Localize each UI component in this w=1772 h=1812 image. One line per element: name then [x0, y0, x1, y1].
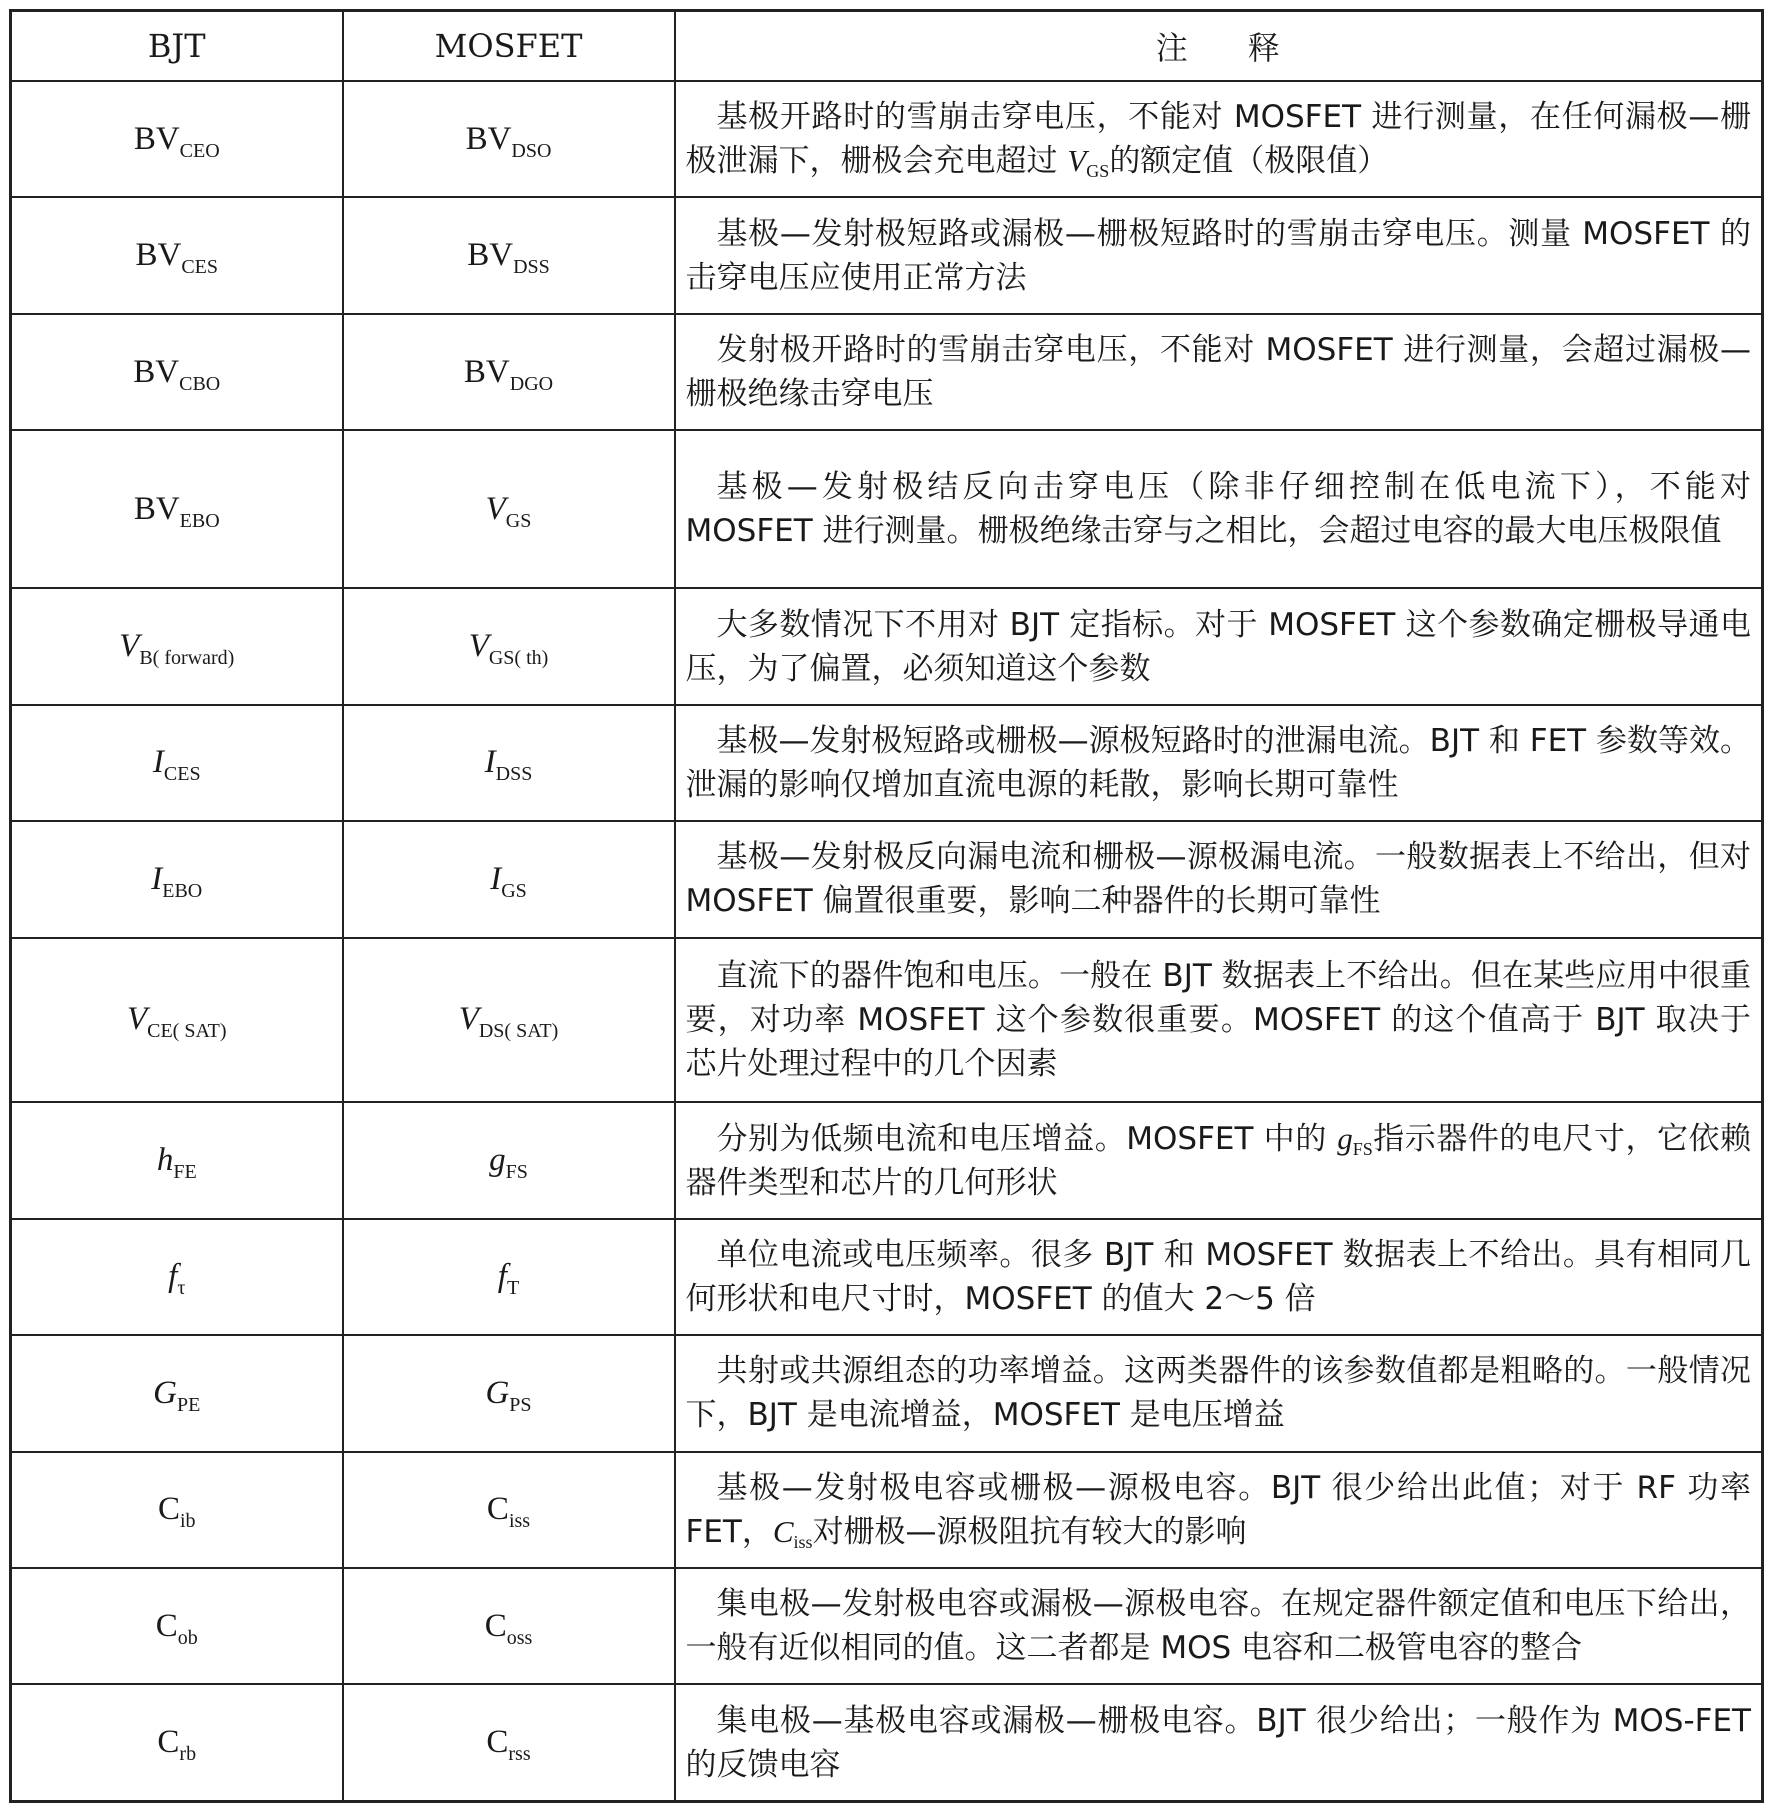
table-header-row	[11, 11, 1763, 82]
symbol-main: BV	[463, 353, 510, 390]
symbol-main: h	[156, 1142, 174, 1179]
symbol-subscript: ob	[177, 1626, 198, 1649]
note-text: 基极—发射极电容或栅极—源极电容。BJT 很少给出此值；对于 RF 功率 FET，	[685, 1469, 1751, 1550]
note-cell	[675, 705, 1763, 821]
symbol-main: V	[126, 1001, 148, 1038]
symbol-subscript: T	[506, 1277, 520, 1300]
bjt-parameter-cell	[11, 1102, 343, 1218]
symbol-subscript: GS( th)	[488, 647, 549, 670]
bjt-parameter-cell	[11, 1452, 343, 1568]
bjt-parameter-cell	[11, 430, 343, 588]
bjt-parameter-cell	[11, 1219, 343, 1335]
symbol-subscript: GS	[505, 509, 532, 532]
note-text: 发射极开路时的雪崩击穿电压，不能对 MOSFET 进行测量，会超过漏极—栅极绝缘击穿电压	[685, 332, 1751, 413]
symbol-main: G	[153, 1374, 177, 1411]
bjt-parameter-cell	[11, 938, 343, 1103]
symbol-subscript: FS	[505, 1161, 528, 1184]
note-cell	[675, 430, 1763, 588]
table-row	[11, 705, 1763, 821]
symbol-main: C	[157, 1491, 180, 1528]
symbol-main: I	[152, 744, 164, 781]
note-text: 基极—发射极短路或栅极—源极短路时的泄漏电流。BJT 和 FET 参数等效。泄漏的影响仅增加直流电源的耗散，影响长期可靠性	[685, 722, 1751, 803]
symbol-main: C	[484, 1607, 507, 1644]
symbol-subscript: EBO	[162, 879, 203, 902]
note-cell	[675, 314, 1763, 430]
header-bjt: BJT	[11, 11, 343, 82]
note-cell	[675, 1452, 1763, 1568]
symbol-subscript: DSO	[511, 139, 552, 162]
note-cell	[675, 588, 1763, 704]
symbol-subscript: τ	[177, 1277, 186, 1300]
symbol-subscript: iss	[508, 1510, 531, 1533]
mosfet-parameter-cell	[343, 314, 675, 430]
symbol-subscript: CES	[181, 256, 219, 279]
table-row	[11, 1568, 1763, 1684]
table-row	[11, 938, 1763, 1103]
symbol-main: BV	[467, 237, 514, 274]
symbol-main: f	[497, 1258, 507, 1295]
bjt-parameter-cell	[11, 588, 343, 704]
table-row	[11, 1452, 1763, 1568]
symbol-main: C	[155, 1607, 178, 1644]
symbol-main: BV	[133, 120, 180, 157]
document-page	[9, 9, 1761, 1803]
note-cell	[675, 81, 1763, 197]
note-text: 基极开路时的雪崩击穿电压，不能对 MOSFET 进行测量，在任何漏极—栅极泄漏下，栅极会充电超过	[685, 99, 1751, 180]
symbol-main: V	[485, 490, 506, 527]
table-row	[11, 430, 1763, 588]
note-text: 对栅极—源极阻抗有较大的影响	[812, 1513, 1247, 1550]
symbol-main: BV	[135, 237, 182, 274]
symbol-main: C	[486, 1724, 509, 1761]
symbol-subscript: CES	[163, 763, 201, 786]
bjt-parameter-cell	[11, 1568, 343, 1684]
symbol-subscript: rb	[179, 1743, 197, 1766]
bjt-parameter-cell	[11, 821, 343, 937]
symbol-subscript: DSS	[513, 256, 550, 279]
symbol-main: g	[489, 1142, 506, 1179]
table-row	[11, 1102, 1763, 1218]
mosfet-parameter-cell	[343, 1568, 675, 1684]
table-row	[11, 1335, 1763, 1451]
note-text: 基极—发射极结反向击穿电压（除非仔细控制在低电流下），不能对 MOSFET 进行测量。栅极绝缘击穿与之相比，会超过电容的最大电压极限值	[685, 469, 1751, 550]
note-text: 集电极—基极电容或漏极—栅极电容。BJT 很少给出；一般作为 MOS-FET 的反馈电容	[685, 1702, 1751, 1783]
note-text: 共射或共源组态的功率增益。这两类器件的该参数值都是粗略的。一般情况下，BJT 是电流增益，MOSFET 是电压增益	[685, 1353, 1751, 1434]
mosfet-parameter-cell	[343, 1452, 675, 1568]
bjt-parameter-cell	[11, 1335, 343, 1451]
symbol-main: C	[157, 1724, 180, 1761]
table-row	[11, 314, 1763, 430]
note-cell	[675, 938, 1763, 1103]
note-cell	[675, 1684, 1763, 1801]
note-text: 分别为低频电流和电压增益。MOSFET 中的	[716, 1120, 1338, 1157]
note-text: 大多数情况下不用对 BJT 定指标。对于 MOSFET 这个参数确定栅极导通电压，为了偏置，必须知道这个参数	[685, 606, 1751, 687]
symbol-main: G	[485, 1374, 510, 1411]
symbol-subscript: CE( SAT)	[147, 1020, 227, 1043]
symbol-subscript: PE	[177, 1393, 201, 1416]
table-row	[11, 1219, 1763, 1335]
symbol-subscript: EBO	[179, 509, 220, 532]
note-inline-symbol: $V_{GS}$	[1067, 143, 1110, 182]
note-text: 集电极—发射极电容或漏极—源极电容。在规定器件额定值和电压下给出，一般有近似相同的值。这二者都是 MOS 电容和二极管电容的整合	[685, 1586, 1751, 1667]
symbol-main: BV	[133, 490, 180, 527]
mosfet-parameter-cell	[343, 1219, 675, 1335]
note-cell	[675, 197, 1763, 313]
mosfet-parameter-cell	[343, 821, 675, 937]
note-text: 指示器件的电尺寸，它依赖器件类型和芯片的几何形状	[685, 1120, 1752, 1201]
symbol-main: V	[119, 628, 140, 665]
note-text: 的额定值（极限值）	[1109, 143, 1389, 180]
symbol-main: V	[458, 1001, 479, 1038]
symbol-subscript: B( forward)	[139, 647, 235, 670]
note-text: 单位电流或电压频率。很多 BJT 和 MOSFET 数据表上不给出。具有相同几何形状和电尺寸时，MOSFET 的值大 2～5 倍	[685, 1236, 1751, 1317]
symbol-main: BV	[133, 353, 180, 390]
bjt-parameter-cell	[11, 197, 343, 313]
symbol-main: C	[486, 1491, 509, 1528]
mosfet-parameter-cell	[343, 1102, 675, 1218]
bjt-parameter-cell	[11, 1684, 343, 1801]
note-cell	[675, 1102, 1763, 1218]
bjt-parameter-cell	[11, 705, 343, 821]
mosfet-parameter-cell	[343, 938, 675, 1103]
symbol-subscript: ib	[179, 1510, 196, 1533]
symbol-subscript: DS( SAT)	[478, 1020, 559, 1043]
table-row	[11, 81, 1763, 197]
symbol-subscript: FE	[173, 1161, 197, 1184]
symbol-subscript: DSS	[495, 763, 533, 786]
symbol-subscript: GS	[501, 879, 527, 902]
symbol-main: f	[168, 1258, 178, 1295]
symbol-subscript: DGO	[509, 372, 554, 395]
symbol-main: I	[490, 860, 502, 897]
mosfet-parameter-cell	[343, 1684, 675, 1801]
note-inline-symbol: $g_{FS}$	[1337, 1120, 1373, 1159]
symbol-subscript: oss	[506, 1626, 533, 1649]
mosfet-parameter-cell	[343, 588, 675, 704]
table-row	[11, 821, 1763, 937]
table-row	[11, 197, 1763, 313]
symbol-subscript: PS	[509, 1393, 532, 1416]
mosfet-parameter-cell	[343, 81, 675, 197]
table-row	[11, 588, 1763, 704]
symbol-subscript: rss	[508, 1743, 531, 1766]
symbol-main: I	[484, 744, 496, 781]
symbol-subscript: CEO	[179, 139, 220, 162]
note-text: 基极—发射极反向漏电流和栅极—源极漏电流。一般数据表上不给出，但对 MOSFET 偏置很重要，影响二种器件的长期可靠性	[685, 839, 1751, 920]
header-mosfet: MOSFET	[343, 11, 675, 82]
symbol-subscript: CBO	[179, 372, 221, 395]
mosfet-parameter-cell	[343, 1335, 675, 1451]
note-text: 直流下的器件饱和电压。一般在 BJT 数据表上不给出。但在某些应用中很重要，对功率 MOSFET 这个参数很重要。MOSFET 的这个值高于 BJT 取决于芯片处理过程中的几个因素	[685, 957, 1751, 1082]
mosfet-parameter-cell	[343, 197, 675, 313]
bjt-mosfet-comparison-table	[9, 9, 1764, 1803]
symbol-main: V	[468, 628, 489, 665]
mosfet-parameter-cell	[343, 705, 675, 821]
bjt-parameter-cell	[11, 81, 343, 197]
table-row	[11, 1684, 1763, 1801]
note-inline-symbol: $C_{iss}$	[772, 1513, 813, 1552]
note-cell	[675, 1219, 1763, 1335]
symbol-main: I	[151, 860, 163, 897]
header-note: 注释	[675, 11, 1763, 82]
note-text: 基极—发射极短路或漏极—栅极短路时的雪崩击穿电压。测量 MOSFET 的击穿电压应使用正常方法	[685, 215, 1751, 296]
mosfet-parameter-cell	[343, 430, 675, 588]
bjt-parameter-cell	[11, 314, 343, 430]
symbol-main: BV	[465, 120, 512, 157]
note-cell	[675, 1568, 1763, 1684]
note-cell	[675, 1335, 1763, 1451]
note-cell	[675, 821, 1763, 937]
